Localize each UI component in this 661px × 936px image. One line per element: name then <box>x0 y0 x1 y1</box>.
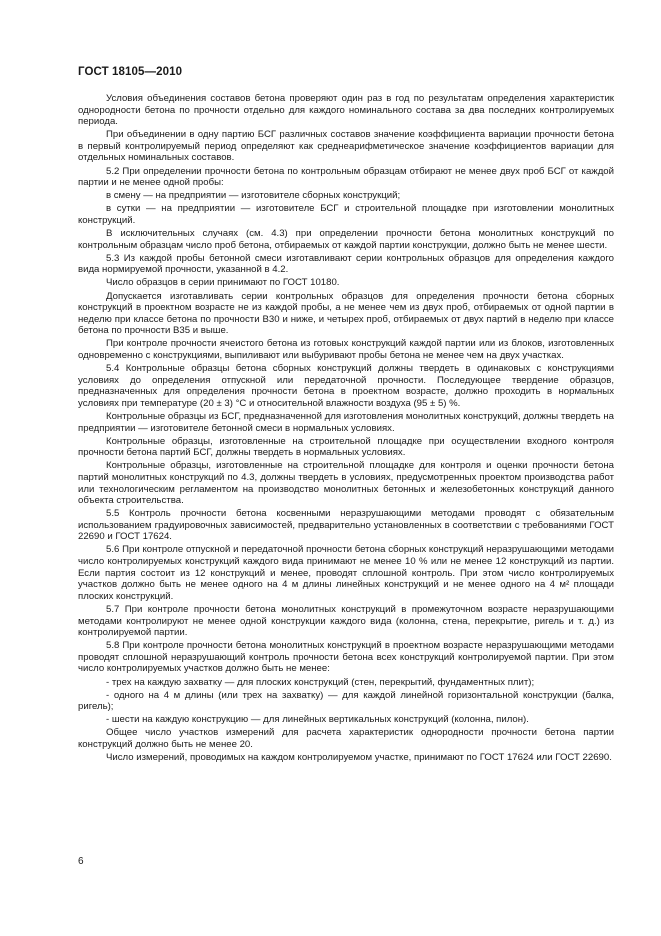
paragraph: Контрольные образцы, изготовленные на строительной площадке при осуществлении входного контроля прочности бетона партий БСГ, должны твердеть в нормальных условиях. <box>78 435 614 459</box>
paragraph: 5.7 При контроле прочности бетона монолитных конструкций в промежуточном возрасте неразрушающими методами контролируют не менее одной конструкции каждого вида (колонна, стена, перекрытие, ригель и т. д.) из контролируемой партии. <box>78 603 614 639</box>
paragraph: 5.5 Контроль прочности бетона косвенными неразрушающими методами проводят с обязательным использованием градуировочных зависимостей, предварительно установленных в соответствии с требованиями ГОСТ 22690 и ГОСТ 17624. <box>78 508 614 543</box>
paragraph: 5.8 При контроле прочности бетона монолитных конструкций в проектном возрасте неразрушающими методами проводят сплошной неразрушающий контроль прочности бетона всех конструкций контролируемой партии. При этом число контролируемых участков должно быть не менее: <box>78 640 614 675</box>
list-item: - одного на 4 м длины (или трех на захватку) — для каждой линейной горизонтальной конструкции (балка, ригель); <box>78 689 614 713</box>
paragraph: Условия объединения составов бетона проверяют один раз в год по результатам определения характеристик однородности бетона по прочности отдельно для каждого номинального состава за два последних контролируемых периода. <box>78 93 614 128</box>
list-item: - трех на каждую захватку — для плоских конструкций (стен, перекрытий, фундаментных плит); <box>106 676 535 688</box>
paragraph: Контрольные образцы, изготовленные на строительной площадке для контроля и оценки прочности бетона партий монолитных конструкций по 4.3, должны твердеть в условиях, предусмотренных проектом производства работ или технологическим регламентом на производство монолитных бетонных и железобетонных конструкций данного объекта строительства. <box>78 460 614 507</box>
paragraph: в сутки — на предприятии — изготовителе БСГ и строительной площадке при изготовлении монолитных конструкций. <box>78 203 614 226</box>
paragraph: Контрольные образцы из БСГ, предназначенной для изготовления монолитных конструкций, должны твердеть на предприятии — изготовителе бетонной смеси в нормальных условиях. <box>78 410 614 434</box>
paragraph: Число образцов в серии принимают по ГОСТ 10180. <box>106 277 340 289</box>
page-number: 6 <box>78 856 84 867</box>
paragraph: При контроле прочности ячеистого бетона из готовых конструкций каждой партии или из блоков, изготовленных одновременно с конструкциями, выпиливают или выбуривают пробы бетона не менее чем на двух участках. <box>78 338 614 361</box>
paragraph: 5.4 Контрольные образцы бетона сборных конструкций должны твердеть в одинаковых с конструкциями условиях до определения отпускной или передаточной прочности. Последующее твердение образцов, предназначенных для определения прочности бетона в проектном возрасте, должно проходить в нормальных условиях при температуре (20 ± 3) °С и относительной влажности воздуха (95 ± 5) %. <box>78 363 614 409</box>
paragraph: в смену — на предприятии — изготовителе сборных конструкций; <box>106 190 401 202</box>
paragraph: 5.3 Из каждой пробы бетонной смеси изготавливают серии контрольных образцов для определения каждого вида нормируемой прочности, указанной в 4.2. <box>78 252 614 276</box>
paragraph: Число измерений, проводимых на каждом контролируемом участке, принимают по ГОСТ 17624 или ГОСТ 22690. <box>106 752 612 764</box>
document-body <box>78 93 614 765</box>
list-item: - шести на каждую конструкцию — для линейных вертикальных конструкций (колонна, пилон). <box>106 714 529 726</box>
paragraph: 5.2 При определении прочности бетона по контрольным образцам отбирают не менее двух проб БСГ от каждой партии и не менее одной пробы: <box>78 165 614 189</box>
paragraph: При объединении в одну партию БСГ различных составов значение коэффициента вариации прочности бетона в первый контролируемый период определяют как среднеарифметическое значение коэффициентов вариации для отдельных номинальных составов. <box>78 129 614 164</box>
paragraph: 5.6 При контроле отпускной и передаточной прочности бетона сборных конструкций неразрушающими методами число контролируемых конструкций каждого вида принимают не менее 10 % или не менее 12 конструкций из партии. Если партия состоит из 12 конструкций и менее, проводят сплошной контроль. При этом число контролируемых участков должно быть не менее одного на 4 м длины линейных конструкций и не менее одного на 4 м² площади плоских конструкций. <box>78 544 614 602</box>
document-header: ГОСТ 18105—2010 <box>78 66 183 78</box>
paragraph: Допускается изготавливать серии контрольных образцов для определения прочности бетона сборных конструкций в проектном возрасте не из каждой пробы, а не менее чем из двух проб, отбираемых от одной партии в неделю при классе бетона по прочности В30 и ниже, и четырех проб, отбираемых от двух партий в неделю при классе бетона по прочности В35 и выше. <box>78 290 614 337</box>
paragraph: В исключительных случаях (см. 4.3) при определении прочности бетона монолитных конструкций по контрольным образцам число проб бетона, отбираемых от каждой партии конструкции, должно быть не менее шести. <box>78 228 614 251</box>
paragraph: Общее число участков измерений для расчета характеристик однородности прочности бетона партии конструкций должно быть не менее 20. <box>78 727 614 750</box>
